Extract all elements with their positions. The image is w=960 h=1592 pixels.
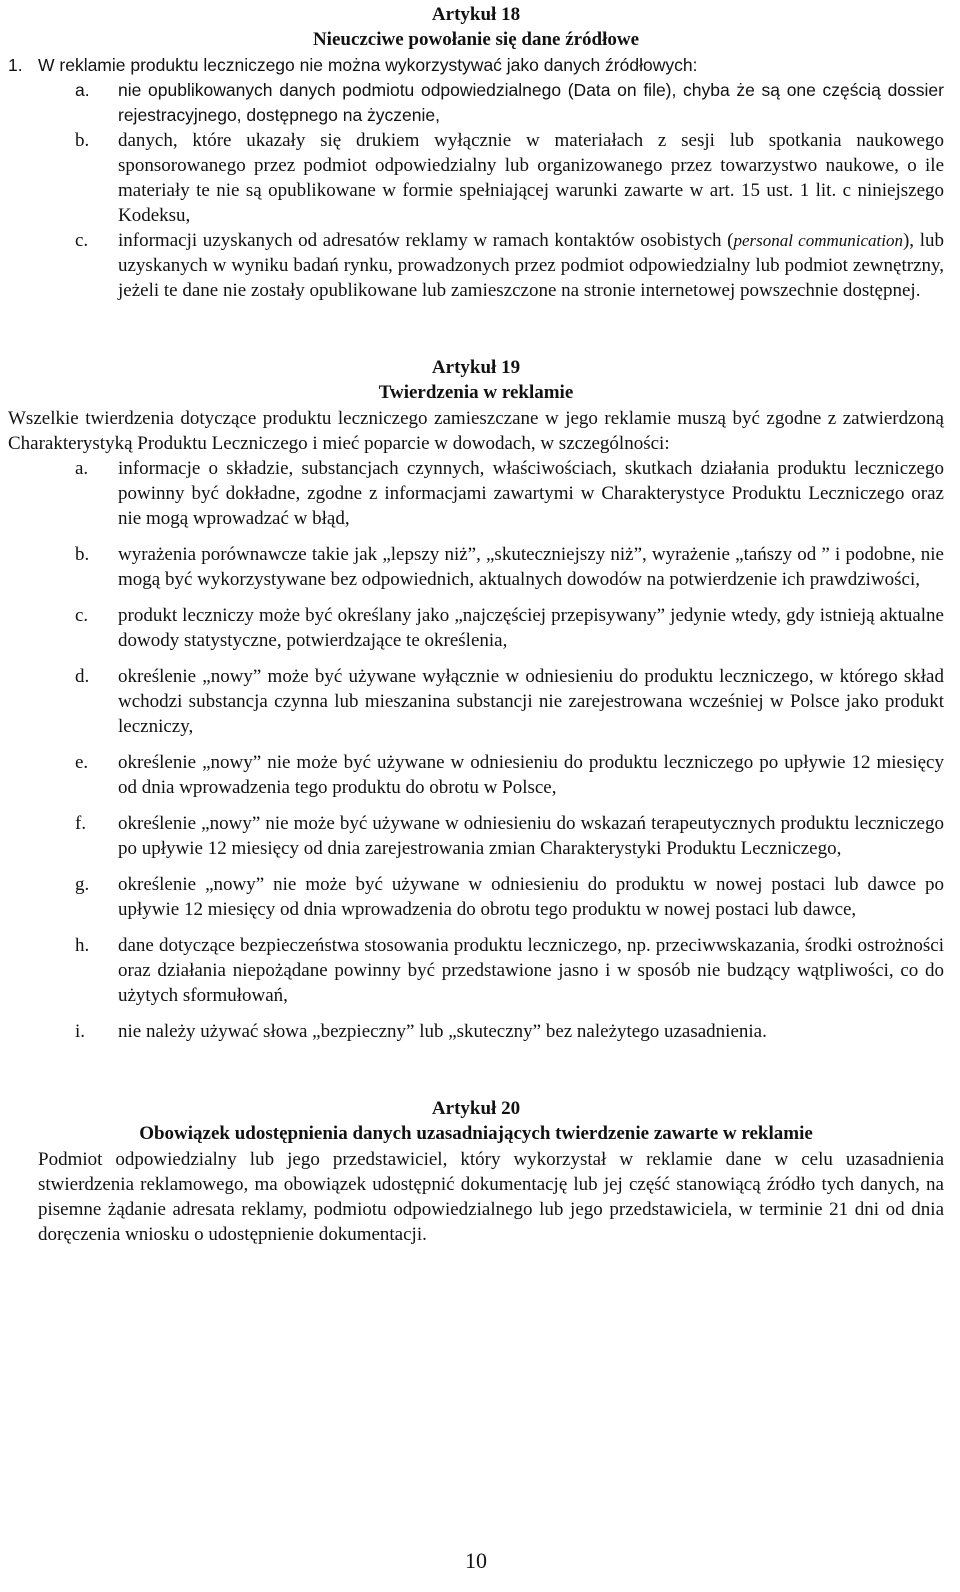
article-19-item-h: [8, 933, 944, 1008]
article-19-item-a: [8, 456, 944, 531]
document-page: [8, 0, 945, 1573]
article-19: [8, 353, 944, 1044]
article-19-item-e: [8, 750, 944, 800]
item-text-italic: personal communication: [733, 231, 903, 250]
item-text: produkt leczniczy może być określany jako „najczęściej przepisywany” jedynie wtedy, gdy istnieją aktualne dowody statystyczne, potwierdzające te określenia,: [118, 605, 944, 651]
article-20-subtitle: Obowiązek udostępnienia danych uzasadniających twierdzenie zawarte w reklamie: [139, 1123, 813, 1144]
item-label: b.: [75, 130, 90, 151]
article-20-body: Podmiot odpowiedzialny lub jego przedstawiciel, który wykorzystał w reklamie dane w celu uzasadnienia stwierdzenia reklamowego, ma obowiązek udostępnić dokumentację lub jej część stanowiącą źródło tych danych, na pisemne żądanie adresata reklamy, podmiotu odpowiedzialnego lub jego przedstawiciela, w terminie 21 dni od dnia doręczenia wniosku o udostępnienie dokumentacji.: [38, 1149, 944, 1245]
item-text: nie opublikowanych danych podmiotu odpowiedzialnego (Data on file), chyba że są one częścią dossier rejestracyjnego, dostępnego na życzenie,: [118, 80, 944, 125]
article-19-subtitle: Twierdzenia w reklamie: [378, 382, 574, 403]
page-number: 10: [465, 1548, 487, 1573]
item-label: d.: [75, 666, 90, 687]
item-label: f.: [75, 813, 87, 834]
article-18: [8, 0, 944, 303]
item-text: określenie „nowy” nie może być używane w odniesieniu do produktu w nowej postaci lub dawce po upływie 12 miesięcy od dnia wprowadzenia do obrotu tego produktu w nowej postaci lub dawce,: [118, 874, 944, 920]
article-18-item-a: [8, 78, 944, 128]
point-label: 1.: [8, 55, 23, 75]
item-label: a.: [75, 80, 90, 100]
item-label: e.: [75, 752, 89, 773]
article-18-item-b: [8, 128, 944, 228]
point-text: W reklamie produktu leczniczego nie można wykorzystywać jako danych źródłowych:: [38, 55, 698, 75]
article-20: [8, 1094, 944, 1247]
item-text-after: ), lub uzyskanych w wyniku badań rynku, prowadzonych przez podmiot odpowiedzialny lub podmiot zewnętrzny, jeżeli te dane nie zostały opublikowane lub zamieszczone na stronie internetowej powszechnie dostępnej.: [118, 230, 945, 301]
article-18-subtitle: Nieuczciwe powołanie się dane źródłowe: [312, 29, 640, 50]
spacer: [8, 303, 944, 353]
item-label: g.: [75, 874, 90, 895]
article-19-item-c: [8, 603, 944, 653]
item-label: h.: [75, 935, 90, 956]
item-text: informacje o składzie, substancjach czynnych, właściwościach, skutkach działania produktu leczniczego powinny być dokładne, zgodne z informacjami zawartymi w Charakterystyce Produktu Leczniczego oraz nie mogą wprowadzać w błąd,: [118, 458, 944, 529]
article-18-title: Artykuł 18: [431, 4, 521, 25]
item-text: wyrażenia porównawcze takie jak „lepszy niż”, „skuteczniejszy niż”, wyrażenie „tańszy od ” i podobne, nie mogą być wykorzystywane bez odpowiednich, aktualnych dowodów na potwierdzenie ich prawdziwości,: [118, 544, 944, 590]
item-label: c.: [75, 605, 89, 626]
item-text: dane dotyczące bezpieczeństwa stosowania produktu leczniczego, np. przeciwwskazania, środki ostrożności oraz działania niepożądane powinny być przedstawione jasno i w sposób nie budzący wątpliwości, co do użytych sformułowań,: [118, 935, 944, 1006]
article-18-point-1: [8, 53, 944, 78]
article-20-title: Artykuł 20: [431, 1098, 521, 1119]
item-label: c.: [75, 230, 89, 251]
spacer: [8, 1044, 944, 1094]
item-text-before: informacji uzyskanych od adresatów reklamy w ramach kontaktów osobistych (: [118, 230, 734, 251]
article-18-item-c: [8, 228, 944, 303]
item-label: a.: [75, 458, 89, 479]
item-label: i.: [75, 1021, 86, 1042]
item-text: nie należy używać słowa „bezpieczny” lub „skuteczny” bez należytego uzasadnienia.: [118, 1021, 767, 1042]
article-19-item-d: [8, 664, 944, 739]
article-19-item-f: [8, 811, 944, 861]
article-19-title: Artykuł 19: [431, 357, 521, 378]
item-text: określenie „nowy” nie może być używane w odniesieniu do wskazań terapeutycznych produktu leczniczego po upływie 12 miesięcy od dnia zarejestrowania zmian Charakterystyki Produktu Leczniczego,: [118, 813, 944, 859]
article-19-item-i: [8, 1019, 944, 1044]
article-19-item-b: [8, 542, 944, 592]
item-text: określenie „nowy” może być używane wyłącznie w odniesieniu do produktu leczniczego, w którego skład wchodzi substancja czynna lub mieszanina substancji nie zarejestrowana wcześniej w Polsce jako produkt leczniczy,: [118, 666, 944, 737]
item-text: danych, które ukazały się drukiem wyłącznie w materiałach z sesji lub spotkania naukowego sponsorowanego przez podmiot odpowiedzialny lub organizowanego przez towarzystwo naukowe, o ile materiały te nie są opublikowane w formie spełniającej warunki zawarte w art. 15 ust. 1 lit. c niniejszego Kodeksu,: [118, 130, 944, 226]
item-label: b.: [75, 544, 90, 565]
item-text: określenie „nowy” nie może być używane w odniesieniu do produktu leczniczego po upływie 12 miesięcy od dnia wprowadzenia tego produktu do obrotu w Polsce,: [118, 752, 944, 798]
article-19-item-g: [8, 872, 944, 922]
article-19-intro: Wszelkie twierdzenia dotyczące produktu leczniczego zamieszczane w jego reklamie muszą być zgodne z zatwierdzoną Charakterystyką Produktu Leczniczego i mieć poparcie w dowodach, w szczególności:: [8, 408, 944, 454]
